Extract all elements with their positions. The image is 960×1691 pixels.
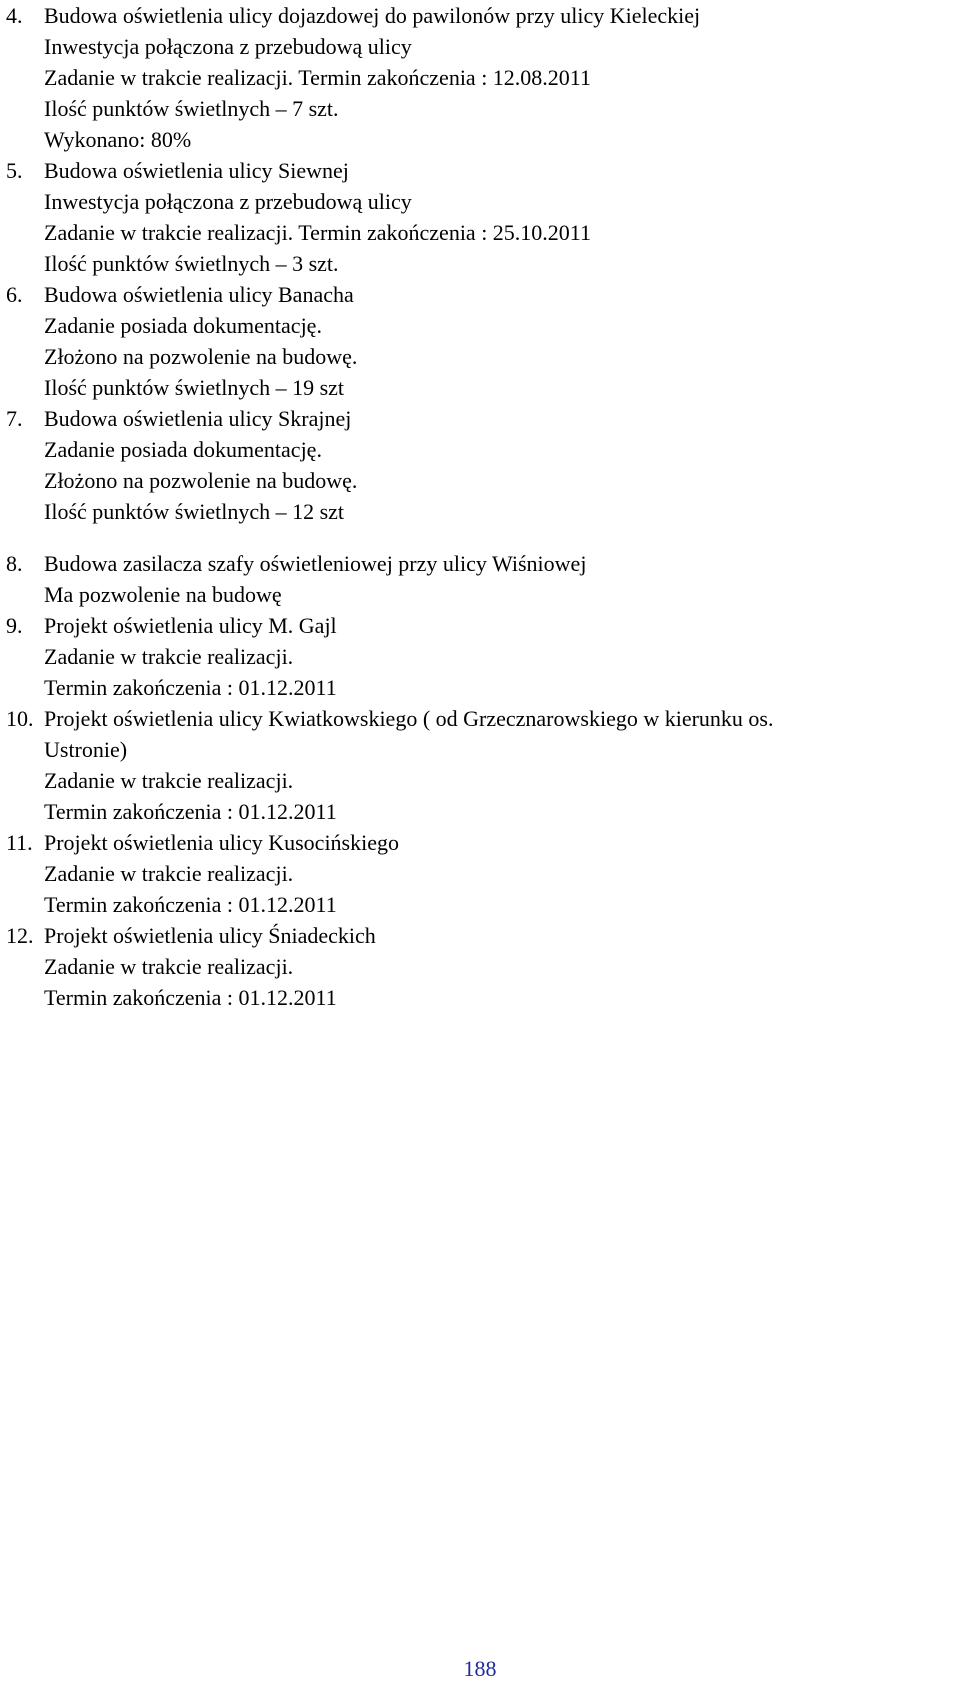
list-item-detail: Złożono na pozwolenie na budowę. — [44, 344, 358, 369]
list-item-detail: Zadanie w trakcie realizacji. — [44, 644, 294, 669]
list-item-detail: Zadanie w trakcie realizacji. — [44, 861, 294, 886]
list-item-title-text: Projekt oświetlenia ulicy Kwiatkowskiego ( od Grzecznarowskiego w kierunku os. — [44, 706, 774, 731]
list-item-title — [0, 0, 960, 31]
list-item-title-text: Projekt oświetlenia ulicy Kusocińskiego — [44, 830, 399, 855]
list-item-detail: Ilość punktów świetlnych – 19 szt — [44, 375, 345, 400]
list-item-number: 10. — [6, 706, 34, 731]
list-item-detail: Ilość punktów świetlnych – 12 szt — [44, 499, 345, 524]
list-item-detail: Wykonano: 80% — [44, 127, 192, 152]
list-item-title-text: Budowa oświetlenia ulicy Skrajnej — [44, 406, 352, 431]
list-item-number: 7. — [6, 406, 23, 431]
list-item-detail: Inwestycja połączona z przebudową ulicy — [44, 189, 412, 214]
list-item-detail: Zadanie posiada dokumentację. — [44, 437, 322, 462]
list-item-number: 9. — [6, 613, 23, 638]
list-item-detail: Zadanie posiada dokumentację. — [44, 313, 322, 338]
list-item-title-text: Projekt oświetlenia ulicy M. Gajl — [44, 613, 337, 638]
list-item-number: 6. — [6, 282, 23, 307]
list-item-detail: Zadanie w trakcie realizacji. — [44, 954, 294, 979]
list-item-detail: Inwestycja połączona z przebudową ulicy — [44, 34, 412, 59]
list-item-detail: Termin zakończenia : 01.12.2011 — [44, 985, 337, 1010]
list-item-number: 8. — [6, 551, 23, 576]
list-item-title — [0, 155, 960, 186]
list-item-title — [0, 610, 960, 641]
list-item-detail: Zadanie w trakcie realizacji. Termin zakończenia : 25.10.2011 — [44, 220, 591, 245]
paragraph-gap — [0, 527, 960, 548]
list-item-number: 4. — [6, 3, 23, 28]
list-item-detail: Złożono na pozwolenie na budowę. — [44, 468, 358, 493]
list-item-number: 5. — [6, 158, 23, 183]
list-item-title-text: Budowa zasilacza szafy oświetleniowej przy ulicy Wiśniowej — [44, 551, 587, 576]
list-item-title — [0, 279, 960, 310]
list-item-title-text: Budowa oświetlenia ulicy Banacha — [44, 282, 354, 307]
list-item-detail: Zadanie w trakcie realizacji. Termin zakończenia : 12.08.2011 — [44, 65, 591, 90]
list-item-number: 11. — [6, 830, 33, 855]
list-item-title — [0, 548, 960, 579]
list-item-title — [0, 920, 960, 951]
list-item-number: 12. — [6, 923, 34, 948]
list-item-detail: Termin zakończenia : 01.12.2011 — [44, 892, 337, 917]
list-item-title-text: Budowa oświetlenia ulicy Siewnej — [44, 158, 349, 183]
list-item-title-text: Projekt oświetlenia ulicy Śniadeckich — [44, 923, 376, 948]
list-item-detail: Zadanie w trakcie realizacji. — [44, 768, 294, 793]
list-item-detail: Termin zakończenia : 01.12.2011 — [44, 675, 337, 700]
list-item-detail: Ustronie) — [44, 737, 128, 762]
list-item-detail: Termin zakończenia : 01.12.2011 — [44, 799, 337, 824]
list-item-title — [0, 703, 960, 734]
list-item-detail: Ma pozwolenie na budowę — [44, 582, 282, 607]
page-number: 188 — [463, 1656, 497, 1681]
list-item-detail: Ilość punktów świetlnych – 7 szt. — [44, 96, 339, 121]
list-item-title-text: Budowa oświetlenia ulicy dojazdowej do pawilonów przy ulicy Kieleckiej — [44, 3, 701, 28]
list-item-detail: Ilość punktów świetlnych – 3 szt. — [44, 251, 339, 276]
list-item-title — [0, 403, 960, 434]
list-item-title — [0, 827, 960, 858]
